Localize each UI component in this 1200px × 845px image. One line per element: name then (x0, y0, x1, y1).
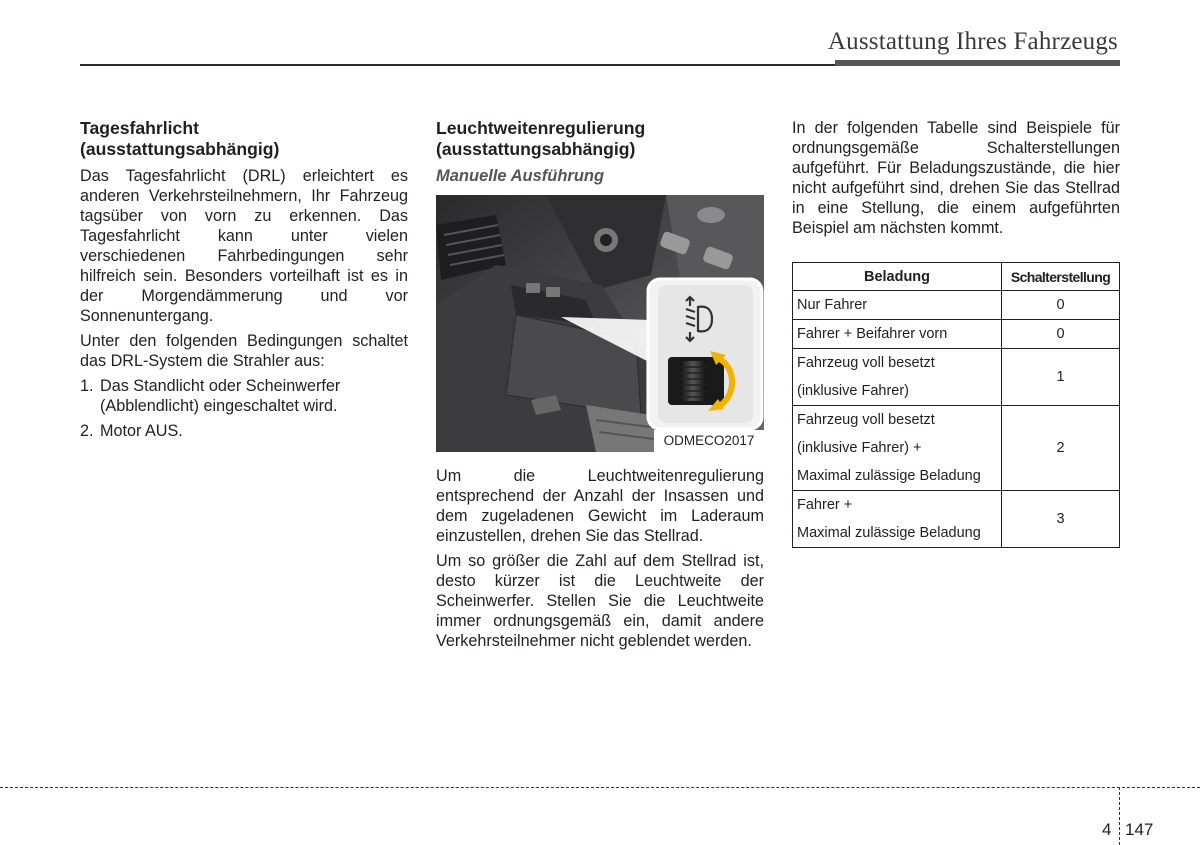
table-row: Fahrer + Maximal zulässige Beladung 3 (793, 491, 1120, 548)
header-rule-accent (835, 60, 1120, 66)
list-item: 2. Motor AUS. (80, 422, 183, 440)
list-item: 1. Das Standlicht oder Scheinwerfer (Abblendlicht) eingeschaltet wird. (80, 377, 341, 415)
load-table (792, 262, 1120, 548)
table-row: Fahrer + Beifahrer vorn 0 (793, 320, 1120, 349)
column-drl (80, 118, 408, 446)
column-table (792, 118, 1120, 548)
table-row: Fahrzeug voll besetzt (inklusive Fahrer) + Maximal zulässige Beladung 2 (793, 406, 1120, 491)
subheading: Manuelle Ausführung (436, 167, 605, 185)
chapter-number: 4 (1102, 820, 1112, 839)
section-heading-leveling: Leuchtweitenregulierung (ausstattungsabhängig) (436, 118, 646, 159)
paragraph: Unter den folgenden Bedingungen schaltet das DRL-System die Strahler aus: (80, 332, 408, 370)
dashboard-illustration (436, 195, 764, 452)
section-heading-drl: Tagesfahrlicht (ausstattungsabhängig) (80, 118, 280, 159)
figure-code: ODMECO2017 (654, 430, 764, 452)
paragraph: Das Tagesfahrlicht (DRL) erleichtert es anderen Verkehrsteilnehmern, Ihr Fahrzeug tagsüber von vorn zu erkennen. Das Tagesfahrlicht kann unter vielen verschiedenen Fahrbedingungen sehr hilfreich sein. Besonders vorteilhaft ist es in der Morgendämmerung und vor Sonnenuntergang. (80, 167, 408, 325)
chapter-title: Ausstattung Ihres Fahrzeugs (827, 28, 1118, 55)
dashboard-photo (436, 195, 764, 452)
table-header-load: Beladung (793, 263, 1002, 291)
table-row: Fahrzeug voll besetzt (inklusive Fahrer) 1 (793, 349, 1120, 406)
paragraph: Um so größer die Zahl auf dem Stellrad ist, desto kürzer ist die Leuchtweite der Scheinwerfer. Stellen Sie die Leuchtweite immer ordnungsgemäß ein, damit andere Verkehrsteilnehmer nicht geblendet werden. (436, 552, 764, 650)
column-leveling (436, 118, 764, 656)
page-number: 147 (1125, 820, 1154, 839)
table-row: Nur Fahrer 0 (793, 291, 1120, 320)
footer-rule (0, 787, 1200, 788)
table-header-switch: Schalterstellung (1002, 263, 1120, 291)
table-header-row (793, 263, 1120, 291)
paragraph: In der folgenden Tabelle sind Beispiele für ordnungsgemäße Schalterstellungen aufgeführt. Für Beladungszustände, die hier nicht aufgeführt sind, drehen Sie das Stellrad in eine Stellung, die einem aufgeführten Beispiel am nächsten kommt. (792, 119, 1120, 237)
footer-divider (1119, 787, 1120, 845)
paragraph: Um die Leuchtweitenregulierung entsprechend der Anzahl der Insassen und dem zugeladenen Gewicht im Laderaum einzustellen, drehen Sie das Stellrad. (436, 467, 764, 545)
